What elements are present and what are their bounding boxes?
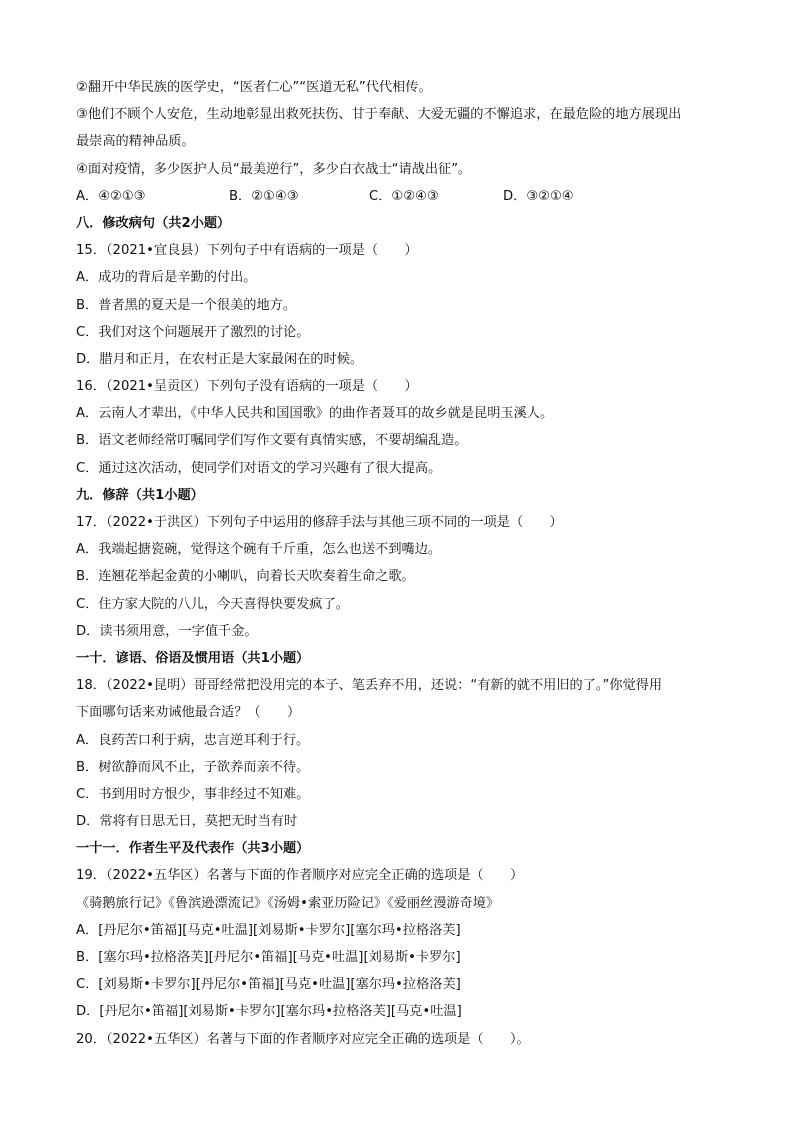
section-10-heading: 一十．谚语、俗语及惯用语（共1小题） <box>76 650 310 666</box>
q16-option-a: A．云南人才辈出，《中华人民共和国国歌》的曲作者聂耳的故乡就是昆明玉溪人。 <box>76 406 554 422</box>
q19-option-c: C．[刘易斯•卡罗尔][丹尼尔•笛福][马克•吐温][塞尔玛•拉格洛芙] <box>76 977 461 993</box>
q14-option-c: C．①②④③ <box>369 188 439 204</box>
passage-sentence-4: ④面对疫情，多少医护人员“最美逆行”，多少白衣战士“请战出征”。 <box>76 161 472 177</box>
q14-option-d: D．③②①④ <box>503 188 574 204</box>
q18-option-d: D．常将有日思无日，莫把无时当有时 <box>76 814 298 830</box>
q17-option-d: D．读书须用意，一字值千金。 <box>76 623 258 639</box>
q14-option-a: A．④②①③ <box>76 188 146 204</box>
q17-stem: 17．（2022•于洪区）下列句子中运用的修辞手法与其他三项不同的一项是（ ） <box>76 515 563 530</box>
q16-option-c: C．通过这次活动，使同学们对语文的学习兴趣有了很大提高。 <box>76 460 442 476</box>
q18-option-c: C．书到用时方恨少，事非经过不知难。 <box>76 786 310 802</box>
q18-stem-cont: 下面哪句话来劝诫他最合适？（ ） <box>76 705 301 721</box>
q19-option-b: B．[塞尔玛•拉格洛芙][丹尼尔•笛福][马克•吐温][刘易斯•卡罗尔] <box>76 950 461 965</box>
q15-option-c: C．我们对这个问题展开了激烈的讨论。 <box>76 324 310 340</box>
q15-stem: 15．（2021•宜良县）下列句子中有语病的一项是（ ） <box>76 243 418 259</box>
q20-stem: 20．（2022•五华区）名著与下面的作者顺序对应完全正确的选项是（ ）。 <box>76 1031 530 1047</box>
q16-stem: 16．（2021•呈贡区）下列句子没有语病的一项是（ ） <box>76 379 418 395</box>
q18-stem: 18．（2022•昆明）哥哥经常把没用完的本子、笔丢弃不用，还说：“有新的就不用旧的了。”你觉得用 <box>76 678 663 694</box>
q19-books: 《骑鹅旅行记》《鲁滨逊漂流记》《汤姆•索亚历险记》《爱丽丝漫游奇境》 <box>76 895 500 911</box>
section-8-heading: 八．修改病句（共2小题） <box>76 215 231 231</box>
q17-option-c: C．住方家大院的八儿，今天喜得快要发疯了。 <box>76 596 349 612</box>
passage-sentence-3: ③他们不顾个人安危，生动地彰显出救死扶伤、甘于奉献、大爱无疆的不懈追求，在最危险的地方展现出 <box>76 107 682 123</box>
q17-option-a: A．我端起搪瓷碗，觉得这个碗有千斤重，怎么也送不到嘴边。 <box>76 542 442 558</box>
q15-option-a: A．成功的背后是辛勤的付出。 <box>76 270 257 286</box>
q15-option-d: D．腊月和正月，在农村正是大家最闲在的时候。 <box>76 351 364 367</box>
q18-option-a: A．良药苦口利于病，忠言逆耳利于行。 <box>76 732 310 748</box>
q15-option-b: B．普者黑的夏天是一个很美的地方。 <box>76 297 297 313</box>
q14-options <box>76 183 726 210</box>
q19-option-a: A．[丹尼尔•笛福][马克•吐温][刘易斯•卡罗尔][塞尔玛•拉格洛芙] <box>76 922 461 938</box>
q17-option-b: B．连翘花举起金黄的小喇叭，向着长天吹奏着生命之歌。 <box>76 569 415 585</box>
passage-sentence-3-cont: 最崇高的精神品质。 <box>76 134 195 150</box>
q14-option-b: B．②①④③ <box>229 188 299 204</box>
passage-sentence-2: ②翻开中华民族的医学史，“医者仁心”“医道无私”代代相传。 <box>76 80 432 95</box>
section-11-heading: 一十一．作者生平及代表作（共3小题） <box>76 841 310 857</box>
section-9-heading: 九．修辞（共1小题） <box>76 487 204 503</box>
q18-option-b: B．树欲静而风不止，子欲养而亲不待。 <box>76 759 310 775</box>
q19-stem: 19．（2022•五华区）名著与下面的作者顺序对应完全正确的选项是（ ） <box>76 868 524 884</box>
document-page <box>76 74 726 1053</box>
q19-option-d: D．[丹尼尔•笛福][刘易斯•卡罗尔][塞尔玛•拉格洛芙][马克•吐温] <box>76 1004 462 1020</box>
q16-option-b: B．语文老师经常叮嘱同学们写作文要有真情实感，不要胡编乱造。 <box>76 433 468 449</box>
